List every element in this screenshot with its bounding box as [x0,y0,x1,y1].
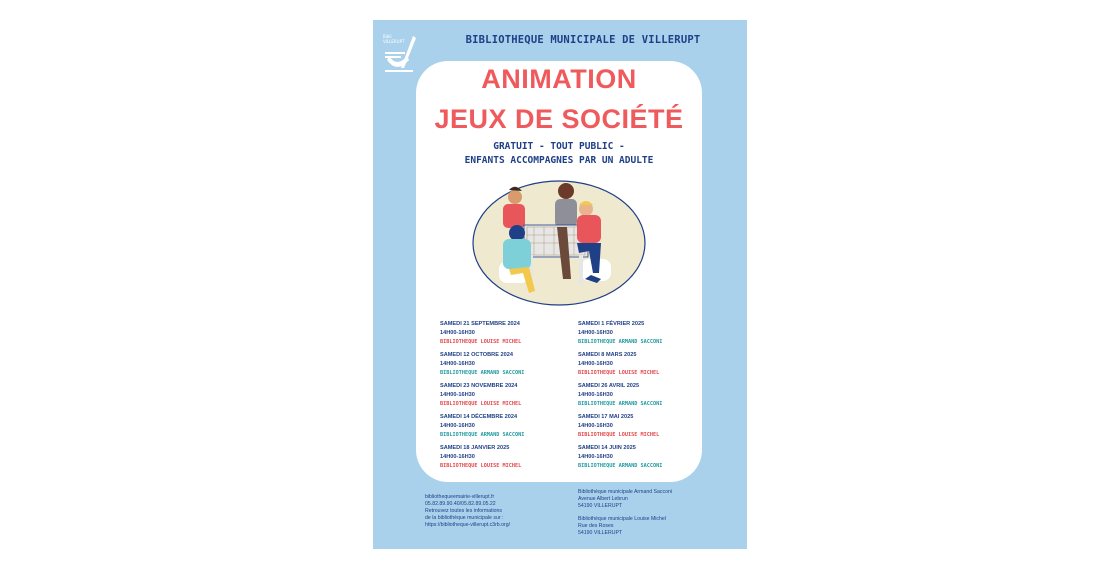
event-time: 14H00-16H30 [440,453,475,460]
board-game-illustration [469,169,649,309]
event-date: SAMEDI 14 JUIN 2025 [578,445,636,451]
website-link[interactable]: https://bibliotheque-villerupt.c3rb.org/ [425,522,511,528]
contact-email[interactable]: bibliothequeemairie-villerupt.fr [425,494,495,500]
event-date: SAMEDI 14 DÉCEMBRE 2024 [440,414,518,420]
subtitle-line1: GRATUIT - TOUT PUBLIC - [493,141,625,152]
event-location: BIBLIOTHEQUE ARMAND SACCONI [578,462,663,469]
event-location: BIBLIOTHEQUE ARMAND SACCONI [578,338,663,345]
event-date: SAMEDI 8 MARS 2025 [578,352,637,358]
event-location: BIBLIOTHEQUE LOUISE MICHEL [440,400,522,407]
event-item [440,413,580,444]
footer-addresses [578,489,728,537]
poster [373,20,747,549]
event-location: BIBLIOTHEQUE LOUISE MICHEL [578,431,660,438]
event-item [578,382,718,413]
logo-text [383,34,403,44]
library-logo [383,30,417,74]
event-location: BIBLIOTHEQUE LOUISE MICHEL [440,462,522,469]
event-location: BIBLIOTHEQUE LOUISE MICHEL [440,338,522,345]
event-item [578,413,718,444]
logo-text-line2: VILLERUPT [383,39,405,44]
event-item [578,444,718,475]
info-line2: de la bibliothèque municipale sur : [425,515,504,521]
lib2-street: Rue des Roses [578,523,614,529]
event-location: BIBLIOTHEQUE ARMAND SACCONI [440,369,525,376]
event-date: SAMEDI 26 AVRIL 2025 [578,383,640,389]
lib1-name: Bibliothèque municipale Armand Sacconi [578,489,673,495]
event-item [440,320,580,351]
logo-text-line1: Bibli [383,34,392,39]
title-line1: ANIMATION [481,64,637,94]
lib1-city: 54190 VILLERUPT [578,503,623,509]
event-time: 14H00-16H30 [578,422,613,429]
event-time: 14H00-16H30 [578,329,613,336]
info-line1: Retrouvez toutes les informations [425,508,502,514]
event-time: 14H00-16H30 [440,391,475,398]
event-date: SAMEDI 17 MAI 2025 [578,414,634,420]
event-item [440,351,580,382]
subtitle-line2: ENFANTS ACCOMPAGNES PAR UN ADULTE [464,155,654,166]
lib1-street: Avenue Albert Lebrun [578,496,628,502]
event-item [578,320,718,351]
event-item [440,444,580,475]
event-time: 14H00-16H30 [578,391,613,398]
contact-phones: 05.82.89.90.40/05.82.89.05.22 [425,501,496,507]
event-date: SAMEDI 23 NOVEMBRE 2024 [440,383,518,389]
event-location: BIBLIOTHEQUE LOUISE MICHEL [578,369,660,376]
event-location: BIBLIOTHEQUE ARMAND SACCONI [440,431,525,438]
content-card [416,61,702,482]
events-column-right [578,320,718,475]
event-time: 14H00-16H30 [578,453,613,460]
events-column-left [440,320,580,475]
event-date: SAMEDI 12 OCTOBRE 2024 [440,352,513,358]
title-line2: JEUX DE SOCIÉTÉ [434,104,684,134]
poster-header: BIBLIOTHEQUE MUNICIPALE DE VILLERUPT [465,34,701,46]
event-time: 14H00-16H30 [440,360,475,367]
event-date: SAMEDI 21 SEPTEMBRE 2024 [440,321,520,327]
lib2-name: Bibliothèque municipale Louise Michel [578,516,666,522]
footer-contact [425,494,575,529]
event-date: SAMEDI 1 FÉVRIER 2025 [578,321,645,327]
event-item [440,382,580,413]
event-item [578,351,718,382]
event-time: 14H00-16H30 [440,422,475,429]
event-date: SAMEDI 18 JANVIER 2025 [440,445,510,451]
event-time: 14H00-16H30 [578,360,613,367]
event-location: BIBLIOTHEQUE ARMAND SACCONI [578,400,663,407]
lib2-city: 54190 VILLERUPT [578,530,623,536]
event-time: 14H00-16H30 [440,329,475,336]
